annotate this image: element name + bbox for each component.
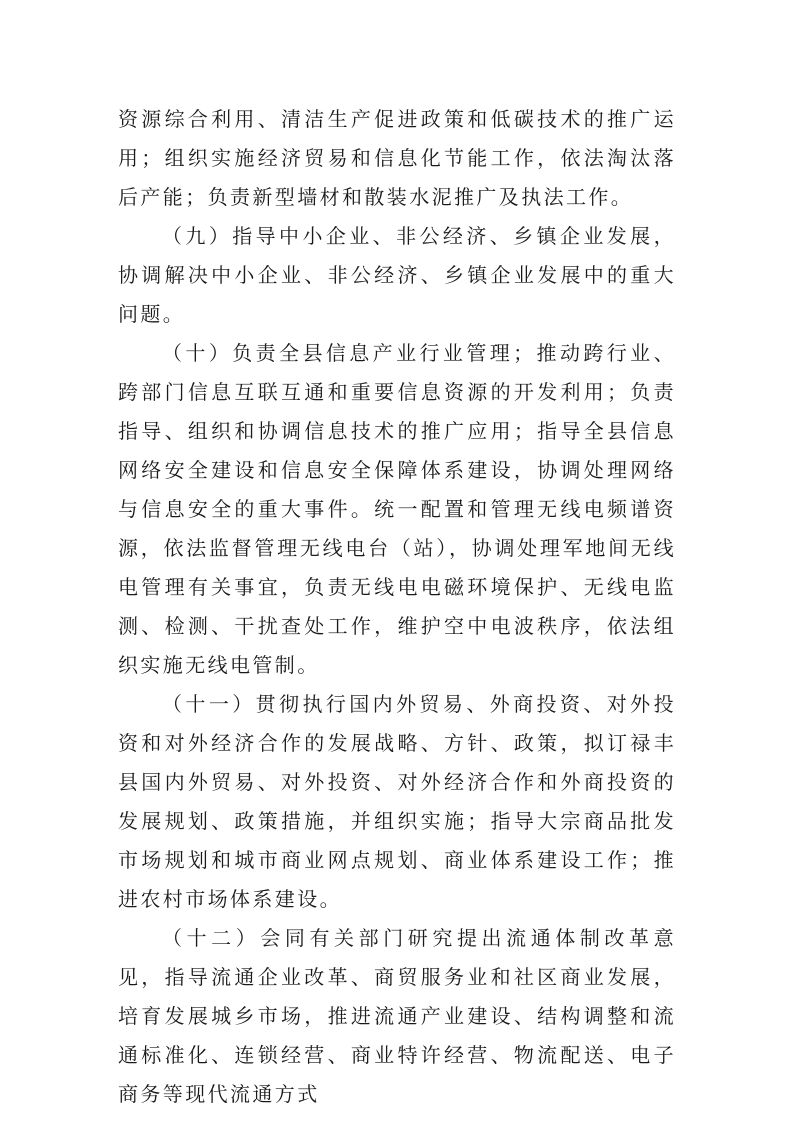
paragraph-item-10: （十）负责全县信息产业行业管理；推动跨行业、跨部门信息互联互通和重要信息资源的开发利用；负责指导、组织和协调信息技术的推广应用；指导全县信息网络安全建设和信息安全保障体系建设，协调处理网络与信息安全的重大事件。统一配置和管理无线电频谱资源，依法监督管理无线电台（站），协调处理军地间无线电管理有关事宜，负责无线电电磁环境保护、无线电监测、检测、干扰查处工作，维护空中电波秩序，依法组织实施无线电管制。 [118,341,676,677]
paragraph-item-12: （十二）会同有关部门研究提出流通体制改革意见，指导流通企业改革、商贸服务业和社区商业发展，培育发展城乡市场，推进流通产业建设、结构调整和流通标准化、连锁经营、商业特许经营、物流配送、电子商务等现代流通方式 [118,926,676,1106]
paragraph-continuation: 资源综合利用、清洁生产促进政策和低碳技术的推广运用；组织实施经济贸易和信息化节能工作，依法淘汰落后产能；负责新型墙材和散装水泥推广及执法工作。 [118,107,676,209]
document-body [118,100,676,1114]
paragraph-item-9: （九）指导中小企业、非公经济、乡镇企业发展，协调解决中小企业、非公经济、乡镇企业发展中的重大问题。 [118,224,676,326]
paragraph-item-11: （十一）贯彻执行国内外贸易、外商投资、对外投资和对外经济合作的发展战略、方针、政策，拟订禄丰县国内外贸易、对外投资、对外经济合作和外商投资的发展规划、政策措施，并组织实施；指导大宗商品批发市场规划和城市商业网点规划、商业体系建设工作；推进农村市场体系建设。 [118,692,676,911]
